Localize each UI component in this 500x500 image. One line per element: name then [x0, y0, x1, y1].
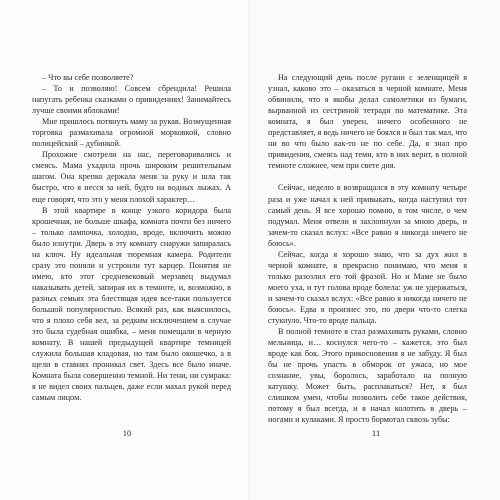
right-paragraph: В полной темноте я стал размахивать руками, словно мельница, и… коснулся чего-то – кажется, это был вроде как бок. Этого прикосновения я не забуду. Я был бы не прочь упасть в обморок от ужаса, но мое сознание, увы, боролось, заработало на полную катушку. Может быть, расплакаться? Нет, я был слишком умен, чтобы позволить себе такое действия, потому я был всегда, и я начал колотить в дверь – ногами и кулаками. Я просто бормотал сквозь зубы: [268, 327, 467, 425]
page-number-right: 11 [371, 428, 381, 438]
left-paragraph: Мне пришлось потянуть маму за рукав. Возмущенная торговка размахивала огромной морковкой, словно полицейский – дубинкой. [32, 117, 231, 149]
left-paragraph: – То и позволяю! Совсем сбрендила! Решила напугать ребенка сказками о привидениях! Занимайтесь лучше своими яблоками! [32, 84, 231, 116]
page-number-left: 10 [122, 428, 132, 438]
right-paragraph: На следующий день после ругани с зеленщицей я узнал, каково это – оказаться в черной комнате. Меня обвинили, что я якобы делал самолетики из бумаги, вырванной из сестриной тетради по математике. Эта комната, я был уверен, ничего особенного не представляет, я ведь ничего не боялся и был так мал, что ни во что было как-то не по себе. Да, я знал про привидения, смеясь над теми, кто в них верит, в полной темноте сложнее, чем при свете дня. [268, 73, 467, 171]
right-paragraph: Сейчас, когда я хорошо знаю, что за дух жил в черной комнате, я прекрасно понимаю, что меня я только разозлил его той фразой. Но и Маме не было моего уха, и тут голова вроде болела: уж не удержаться, и зачем-то сказал вслух: «Все равно я никогда ничего не боюсь». Едва я произнес это, по двери что-то слегка стукнуло. Что-то вроде пальца. [268, 249, 467, 326]
left-paragraph: Прохожие смотрели на нас, переговаривались и смеясь. Мама ухадила прочь широким решительным шагом. Она крепко держала меня за руку и шла так быстро, что я несся за ней, будто на водных лыжах. А еще говорят, что это у меня плохой характер… [32, 150, 231, 204]
left-paragraph: В этой квартире в конце узкого коридора была крошечная, не больше шкафа, комната почти без ничего – только лампочка, холодно, вроде, включить можно было изнутри. Дверь в эту комнату снаружи запиралась на ключ. Ну идеальная тюремная камера. Родители сразу это поняли и устроили тут карцер. Понятия не имею, кто этот средневековый мерзавец выдумал наказывать детей, запирая их в темноте, и, возможно, в разных семьях эта блестящая идея все-таки пользуется большой популярностью. Всякий раз, как выяснилось, что я плохо себя вел, за редким исключением в случае это была судебная ошибка, – меня помещали в черную комнату. В нашей предыдущей квартире темницей служила большая кладовая, но там было окошечко, а в щели в ставнях проникал свет. Здесь все было иначе. Комната была совершенно темной. Ни тени, ни сумрака: я не видел своих пальцев, даже если махал рукой перед самым лицом. [32, 205, 231, 403]
right-page [250, 0, 500, 500]
left-page-text [32, 72, 231, 403]
right-paragraph: Сейчас, неделю в возвращался в эту комнату четыре раза и уже начал к ней привыкать, когда наступил тот самый день. Я все хорошо помню, в том числе, о чем подумал. Меня отвели и захлопнули за мною дверь, и зачем-то сказал вслух: «Все равно я никогда ничего не боюсь». [268, 183, 467, 248]
left-paragraph: – Что вы себе позволяете? [42, 73, 134, 82]
right-page-text [268, 72, 467, 426]
